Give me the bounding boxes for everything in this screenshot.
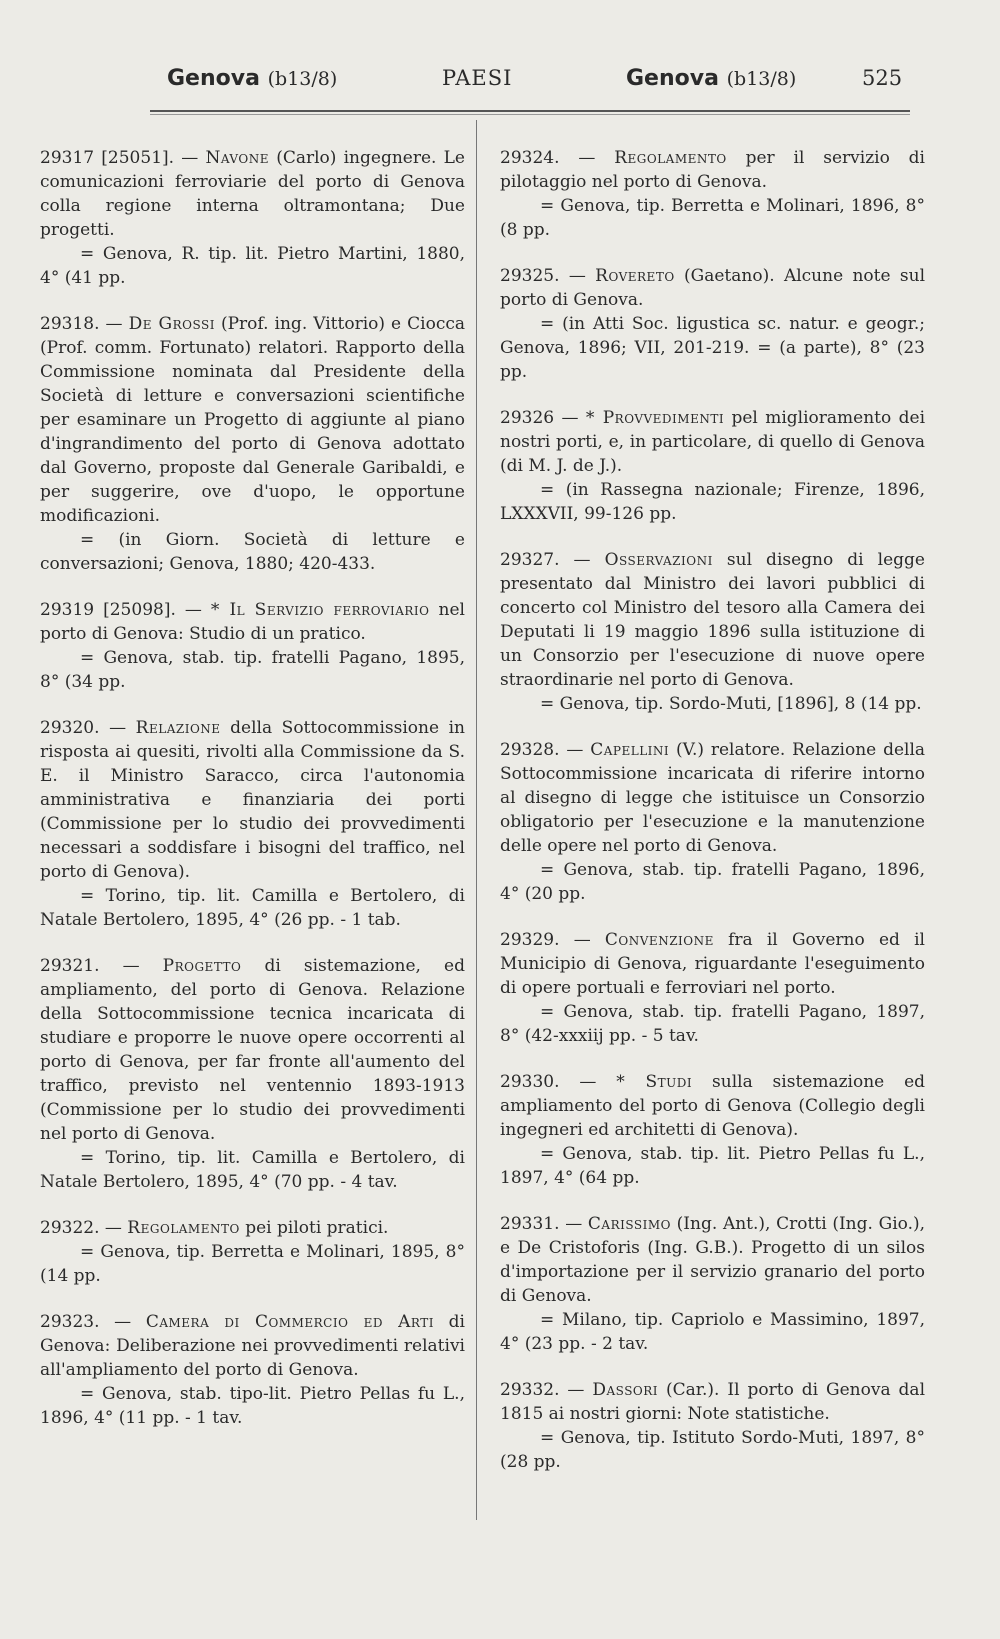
header-right-title: Genova [626,66,719,91]
header-rule-thin [150,114,910,115]
header-center: PAESI [442,66,513,90]
entry-description: pei piloti pratici. [245,1218,389,1238]
catalog-entry [500,146,925,242]
entry-number: 29327. [500,550,560,570]
entry-author: Dassori [592,1380,659,1400]
entry-description: nel porto di Genova: Studio di un pratico. [40,600,465,644]
entry-body: 29319 [25098]. — * Il Servizio ferroviario nel porto di Genova: Studio di un pratico. [40,600,465,644]
entry-number: 29324. [500,148,560,168]
entry-publication: = Genova, stab. tip. fratelli Pagano, 1896, 4° (20 pp. [500,860,925,904]
entry-number: 29326 [500,408,555,428]
entry-body: 29332. — Dassori (Car.). Il porto di Genova dal 1815 ai nostri giorni: Note statistiche. [500,1380,926,1424]
entry-number: 29319 [25098]. [40,600,176,620]
entry-body: 29317 [25051]. — Navone (Carlo) ingegnere. Le comunicazioni ferroviarie del porto di Genova colla regione interna oltramontana; Due progetti. [40,148,465,240]
entry-author: Relazione [135,718,221,738]
header-right [626,66,796,91]
entry-publication: = Genova, tip. Sordo-Muti, [1896], 8 (14 pp. [540,694,922,714]
entry-publication: = Milano, tip. Capriolo e Massimino, 1897, 4° (23 pp. - 2 tav. [500,1310,925,1354]
entry-author: Regolamento [127,1218,240,1238]
entry-body: 29325. — Rovereto (Gaetano). Alcune note sul porto di Genova. [500,266,926,310]
entry-body: 29331. — Carissimo (Ing. Ant.), Crotti (Ing. Gio.), e De Cristoforis (Ing. G.B.). Progetto di un silos d'importazione per il servizio granario del porto di Genova. [500,1214,926,1306]
catalog-entry [500,928,925,1048]
entry-body: 29326 — * Provvedimenti pel miglioramento dei nostri porti, e, in particolare, di quello di Genova (di M. J. de J.). [500,408,926,476]
entry-description: (V.) relatore. Relazione della Sottocommissione incaricata di riferire intorno al disegno di legge che istituisce un Consorzio obligatorio per l'esecuzione e la manutenzione delle opere nel porto di Genova. [500,740,926,856]
entry-number: 29329. [500,930,560,950]
entry-author: Camera di Commercio ed Arti [145,1312,434,1332]
catalog-entry [500,1378,925,1474]
catalog-entry [500,264,925,384]
entry-description: della Sottocommissione in risposta ai quesiti, rivolti alla Commissione da S. E. il Ministro Saracco, circa l'autonomia amministrativa e finanziaria dei porti (Commissione per lo studio dei provvedimenti necessari a soddisfare i bisogni del traffico, nel porto di Genova). [40,718,465,882]
header-left-title: Genova [167,66,260,91]
catalog-entry [40,146,465,290]
entry-author: Convenzione [604,930,714,950]
entry-description: di sistemazione, ed ampliamento, del porto di Genova. Relazione della Sottocommissione tecnica incaricata di studiare e proporre le nuove opere occorrenti al porto di Genova, per far fronte all'aumento del traffico, previsto nel ventennio 1893-1913 (Commissione per lo studio dei provvedimenti nel porto di Genova. [40,956,465,1144]
catalog-entry [500,1212,925,1356]
entry-publication: = Genova, stab. tip. lit. Pietro Pellas fu L., 1897, 4° (64 pp. [500,1144,925,1188]
entry-description: pel miglioramento dei nostri porti, e, in particolare, di quello di Genova (di M. J. de J.). [500,408,926,476]
entry-description: (Prof. ing. Vittorio) e Ciocca (Prof. comm. Fortunato) relatori. Rapporto della Commissione nominata dal Presidente della Società di letture e conversazioni scientifiche per esaminare un Progetto di aggiunte al piano d'ingrandimento del porto di Genova adottato dal Governo, proposte dal Generale Garibaldi, e per suggerire, ove d'uopo, le opportune modificazioni. [40,314,466,526]
left-column [40,146,465,1452]
entry-author: Progetto [162,956,242,976]
entry-number: 29332. [500,1380,560,1400]
entry-publication: = Genova, tip. Berretta e Molinari, 1895, 8° (14 pp. [40,1242,465,1286]
entry-author: Osservazioni [604,550,713,570]
header-left-code: (b13/8) [267,68,338,90]
entry-publication: = Genova, tip. Istituto Sordo-Muti, 1897, 8° (28 pp. [500,1428,925,1472]
catalog-entry [40,312,465,576]
running-head [0,66,1000,106]
entry-author: Capellini [590,740,670,760]
entry-body: 29328. — Capellini (V.) relatore. Relazione della Sottocommissione incaricata di riferire intorno al disegno di legge che istituisce un Consorzio obligatorio per l'esecuzione e la manutenzione delle opere nel porto di Genova. [500,740,926,856]
catalog-entry [40,1310,465,1430]
entry-author: De Grossi [128,314,215,334]
catalog-entry [40,1216,465,1288]
catalog-entry [40,716,465,932]
entry-number: 29322. [40,1218,100,1238]
catalog-entry [500,738,925,906]
entry-body: 29329. — Convenzione fra il Governo ed il Municipio di Genova, riguardante l'eseguimento di opere portuali e ferroviari nel porto. [500,930,925,998]
entry-description: sul disegno di legge presentato dal Ministro dei lavori pubblici di concerto col Ministro del tesoro alla Camera dei Deputati li 19 maggio 1896 sulla istituzione di un Consorzio per l'esecuzione di nuove opere straordinarie nel porto di Genova. [500,550,925,690]
entry-body: 29321. — Progetto di sistemazione, ed ampliamento, del porto di Genova. Relazione della Sottocommissione tecnica incaricata di studiare e proporre le nuove opere occorrenti al porto di Genova, per far fronte all'aumento del traffico, previsto nel ventennio 1893-1913 (Commissione per lo studio dei provvedimenti nel porto di Genova. [40,956,465,1144]
entry-number: 29317 [25051]. [40,148,175,168]
entry-publication: = Torino, tip. lit. Camilla e Bertolero, di Natale Bertolero, 1895, 4° (70 pp. - 4 tav. [40,1148,465,1192]
column-divider [476,120,477,1520]
entry-description: sulla sistemazione ed ampliamento del porto di Genova (Collegio degli ingegneri ed architetti di Genova). [500,1072,926,1140]
entry-number: 29320. [40,718,100,738]
entry-publication: = Genova, stab. tipo-lit. Pietro Pellas fu L., 1896, 4° (11 pp. - 1 tav. [40,1384,465,1428]
entry-publication: = (in Giorn. Società di letture e conversazioni; Genova, 1880; 420-433. [40,530,465,574]
entry-number: 29323. [40,1312,100,1332]
entry-publication: = Genova, stab. tip. fratelli Pagano, 1895, 8° (34 pp. [40,648,465,692]
entry-body: 29320. — Relazione della Sottocommissione in risposta ai quesiti, rivolti alla Commissione da S. E. il Ministro Saracco, circa l'autonomia amministrativa e finanziaria dei porti (Commissione per lo studio dei provvedimenti necessari a soddisfare i bisogni del traffico, nel porto di Genova). [40,718,465,882]
catalog-entry [500,406,925,526]
entry-author: Navone [205,148,269,168]
entry-number: 29328. [500,740,560,760]
catalog-entry [500,548,925,716]
entry-publication: = Torino, tip. lit. Camilla e Bertolero, di Natale Bertolero, 1895, 4° (26 pp. - 1 tab. [40,886,465,930]
catalog-entry [40,598,465,694]
entry-description: (Ing. Ant.), Crotti (Ing. Gio.), e De Cristoforis (Ing. G.B.). Progetto di un silos d'importazione per il servizio granario del porto di Genova. [500,1214,926,1306]
entry-body: 29318. — De Grossi (Prof. ing. Vittorio) e Ciocca (Prof. comm. Fortunato) relatori. Rapporto della Commissione nominata dal Presidente della Società di letture e conversazioni scientifiche per esaminare un Progetto di aggiunte al piano d'ingrandimento del porto di Genova adottato dal Governo, proposte dal Generale Garibaldi, e per suggerire, ove d'uopo, le opportune modificazioni. [40,314,466,526]
entry-publication: = Genova, tip. Berretta e Molinari, 1896, 8° (8 pp. [500,196,925,240]
entry-author: Carissimo [587,1214,671,1234]
entry-description: fra il Governo ed il Municipio di Genova, riguardante l'eseguimento di opere portuali e ferroviari nel porto. [500,930,925,998]
entry-number: 29321. [40,956,100,976]
entry-author: Regolamento [614,148,727,168]
entry-publication: = (in Atti Soc. ligustica sc. natur. e geogr.; Genova, 1896; VII, 201-219. = (a parte), 8° (23 pp. [500,314,925,382]
entry-number: 29331. [500,1214,560,1234]
catalog-entry [500,1070,925,1190]
header-left [167,66,337,91]
header-rule [150,110,910,112]
entry-publication: = Genova, stab. tip. fratelli Pagano, 1897, 8° (42-xxxiij pp. - 5 tav. [500,1002,925,1046]
entry-body: 29330. — * Studi sulla sistemazione ed ampliamento del porto di Genova (Collegio degli ingegneri ed architetti di Genova). [500,1072,926,1140]
entry-description: (Carlo) ingegnere. Le comunicazioni ferroviarie del porto di Genova colla regione interna oltramontana; Due progetti. [40,148,465,240]
page-number: 525 [862,66,903,90]
entry-description: per il servizio di pilotaggio nel porto di Genova. [500,148,925,192]
entry-number: 29318. [40,314,100,334]
entry-body: 29322. — Regolamento pei piloti pratici. [40,1218,389,1238]
header-right-code: (b13/8) [726,68,797,90]
entry-author: * Provvedimenti [585,408,725,428]
entry-publication: = Genova, R. tip. lit. Pietro Martini, 1880, 4° (41 pp. [40,244,465,288]
entry-author: Rovereto [595,266,675,286]
entry-number: 29325. [500,266,560,286]
entry-author: * Il Servizio ferroviario [210,600,430,620]
entry-body: 29323. — Camera di Commercio ed Arti di Genova: Deliberazione nei provvedimenti relativi all'ampliamento del porto di Genova. [40,1312,465,1380]
entry-description: (Car.). Il porto di Genova dal 1815 ai nostri giorni: Note statistiche. [500,1380,926,1424]
entry-author: * Studi [616,1072,693,1092]
right-column [500,146,925,1496]
entry-number: 29330. [500,1072,560,1092]
entry-body: 29327. — Osservazioni sul disegno di legge presentato dal Ministro dei lavori pubblici di concerto col Ministro del tesoro alla Camera dei Deputati li 19 maggio 1896 sulla istituzione di un Consorzio per l'esecuzione di nuove opere straordinarie nel porto di Genova. [500,550,925,690]
entry-description: di Genova: Deliberazione nei provvedimenti relativi all'ampliamento del porto di Genova. [40,1312,465,1380]
catalog-entry [40,954,465,1194]
entry-body: 29324. — Regolamento per il servizio di pilotaggio nel porto di Genova. [500,148,925,192]
entry-description: (Gaetano). Alcune note sul porto di Genova. [500,266,926,310]
entry-publication: = (in Rassegna nazionale; Firenze, 1896, LXXXVII, 99-126 pp. [500,480,925,524]
